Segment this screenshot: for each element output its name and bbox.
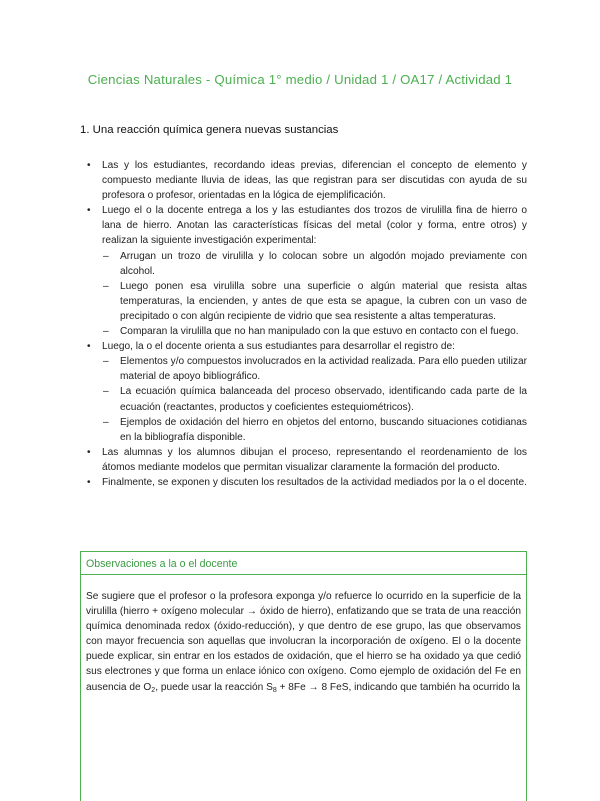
activity-content bbox=[80, 158, 527, 490]
sub-list bbox=[102, 249, 527, 340]
sub-list-item: – Comparan la virulilla que no han manipulado con la que estuvo en contacto con el fuego. bbox=[102, 324, 527, 339]
observations-text-3: + 8Fe → 8 FeS, indicando que también ha ocurrido la bbox=[276, 681, 521, 693]
observations-title: Observaciones a la o el docente bbox=[81, 552, 526, 575]
page-header: Ciencias Naturales - Química 1° medio / Unidad 1 / OA17 / Actividad 1 bbox=[87, 72, 513, 87]
list-item bbox=[80, 339, 527, 445]
sub-list-item: – Elementos y/o compuestos involucrados en la actividad realizada. Para ello pueden utilizar material de apoyo bibliográfico. bbox=[102, 354, 527, 384]
sub-list bbox=[102, 354, 527, 445]
list-item-text: Finalmente, se exponen y discuten los resultados de la actividad mediados por la o el docente. bbox=[102, 476, 527, 488]
observations-text-2: , puede usar la reacción S bbox=[155, 681, 273, 693]
list-item-text: Luego, la o el docente orienta a sus estudiantes para desarrollar el registro de: bbox=[102, 341, 455, 353]
observations-box bbox=[80, 551, 527, 801]
sub-list-item: – Ejemplos de oxidación del hierro en objetos del entorno, buscando situaciones cotidianas en la bibliografía disponible. bbox=[102, 415, 527, 445]
oxygen-subscript: 2 bbox=[151, 686, 156, 694]
sulfur-subscript: 8 bbox=[272, 686, 277, 694]
list-item bbox=[80, 475, 527, 490]
observations-text-1: Se sugiere que el profesor o la profesora exponga y/o refuerce lo ocurrido en la superficie de la virulilla (hierro + oxígeno molecular → óxido de hierro), enfatizando que se trata de una reacción química denominada redox (óxido-reducción), y que dentro de ese grupo, las que observamos con mayor frecuencia son aquellas que involucran la incorporación de oxígeno. El o la docente puede explicar, sin entrar en los estados de oxidación, que el hierro se ha oxidado ya que cedió sus electrones y que forma un enlace iónico con oxígeno. Como ejemplo de oxidación del Fe en ausencia de O bbox=[86, 591, 521, 693]
list-item bbox=[80, 158, 527, 203]
list-item-text: Luego el o la docente entrega a los y las estudiantes dos trozos de virulilla fina de hierro o lana de hierro. Anotan las características físicas del metal (color y forma, entre otros) y realizan la siguiente investigación experimental: bbox=[102, 205, 527, 247]
list-item-text: Las alumnas y los alumnos dibujan el proceso, representando el reordenamiento de los átomos mediante modelos que permitan visualizar claramente la formación del producto. bbox=[102, 446, 527, 473]
sub-list-item: – La ecuación química balanceada del proceso observado, identificando cada parte de la ecuación (reactantes, productos y coeficientes estequiométricos). bbox=[102, 384, 527, 414]
list-item bbox=[80, 445, 527, 475]
sub-list-item: – Luego ponen esa virulilla sobre una superficie o algún material que resista altas temperaturas, la encienden, y antes de que esta se apague, la cubren con un vaso de precipitado o con algún recipiente de vidrio que sea resistente a altas temperaturas. bbox=[102, 279, 527, 324]
activity-steps-list bbox=[80, 158, 527, 490]
section-title: 1. Una reacción química genera nuevas sustancias bbox=[80, 124, 339, 136]
list-item bbox=[80, 203, 527, 339]
observations-body bbox=[81, 575, 526, 695]
sub-list-item: – Arrugan un trozo de virulilla y lo colocan sobre un algodón mojado previamente con alcohol. bbox=[102, 249, 527, 279]
list-item-text: Las y los estudiantes, recordando ideas previas, diferencian el concepto de elemento y compuesto mediante lluvia de ideas, las que registran para ser discutidas con ayuda de su profesora o profesor, orientadas en la lógica de ejemplificación. bbox=[102, 160, 527, 202]
